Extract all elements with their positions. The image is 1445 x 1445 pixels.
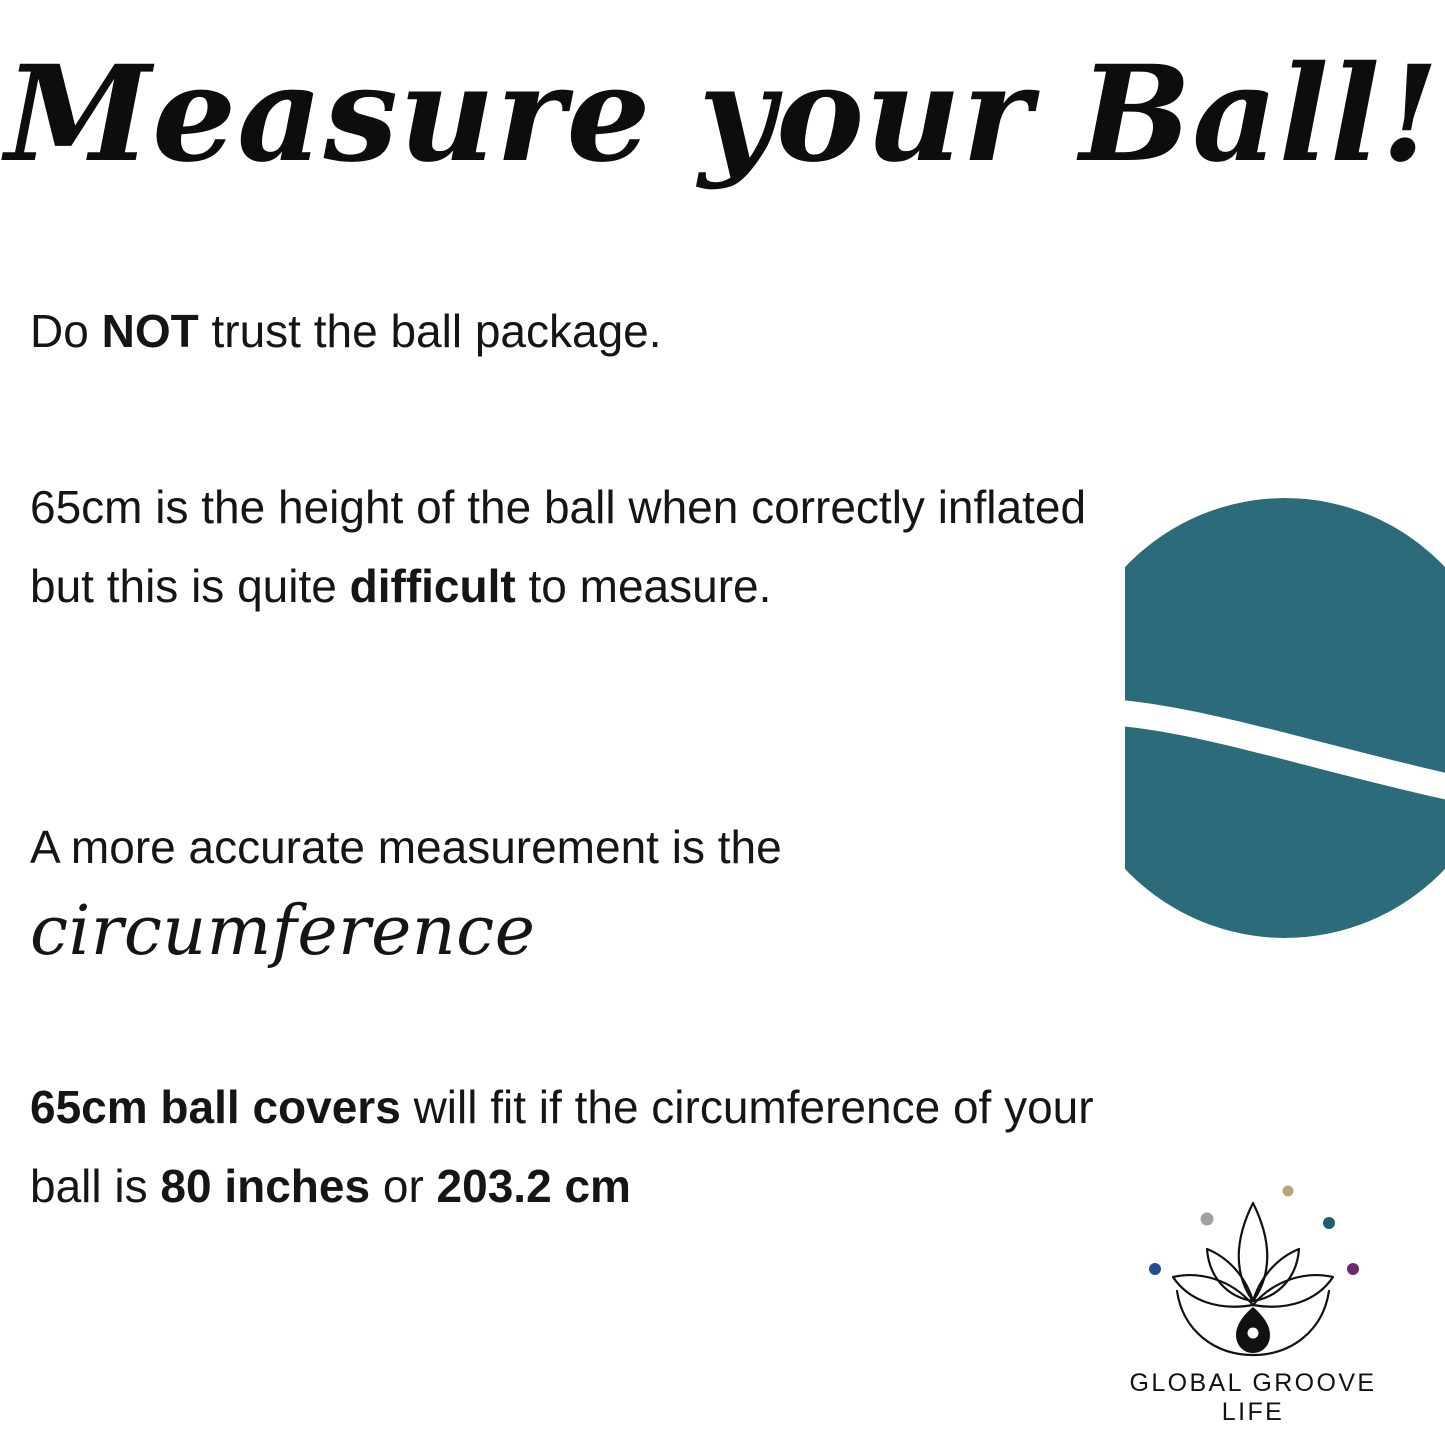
exercise-ball-illustration: [1125, 498, 1445, 938]
text-height-pre: 65cm is the height of the ball when correctly inflated but this is quite: [30, 481, 1087, 613]
text-accurate-measurement: A more accurate measurement is the: [30, 821, 782, 873]
brand-logo: [1103, 1165, 1403, 1427]
drop-inner-dot: [1248, 1328, 1259, 1339]
brand-name: GLOBAL GROOVE LIFE: [1129, 1369, 1377, 1426]
text-fit-mid: will fit if the circumference of your ball is: [30, 1081, 1094, 1213]
paragraph-height-explanation: [30, 468, 1140, 626]
text-80-inches-bold: 80 inches: [160, 1160, 371, 1213]
text-height-post: to measure.: [515, 560, 772, 613]
text-difficult-bold: difficult: [349, 560, 516, 613]
page-title: Measure your Ball!: [5, 37, 1440, 192]
text-65cm-ball-covers-bold: 65cm ball covers: [30, 1081, 401, 1133]
text-203-2-cm-bold: 203.2 cm: [436, 1160, 631, 1213]
lotus-icon: [1103, 1165, 1403, 1375]
text-do-not-trust-pre: Do: [30, 305, 102, 357]
text-do-not-trust-post: trust the ball package.: [198, 305, 662, 357]
dot-5: [1347, 1263, 1359, 1275]
paragraph-accurate-measurement: [30, 808, 1140, 971]
dot-4: [1149, 1263, 1161, 1275]
dot-3: [1323, 1217, 1335, 1229]
dot-2: [1201, 1213, 1214, 1226]
text-not-bold: NOT: [101, 305, 199, 357]
dot-1: [1283, 1186, 1294, 1197]
paragraph-package-warning: [30, 292, 1140, 371]
text-or: or: [370, 1160, 437, 1213]
paragraph-fit-requirement: [30, 1068, 1140, 1226]
text-circumference-script: circumference: [30, 892, 536, 972]
